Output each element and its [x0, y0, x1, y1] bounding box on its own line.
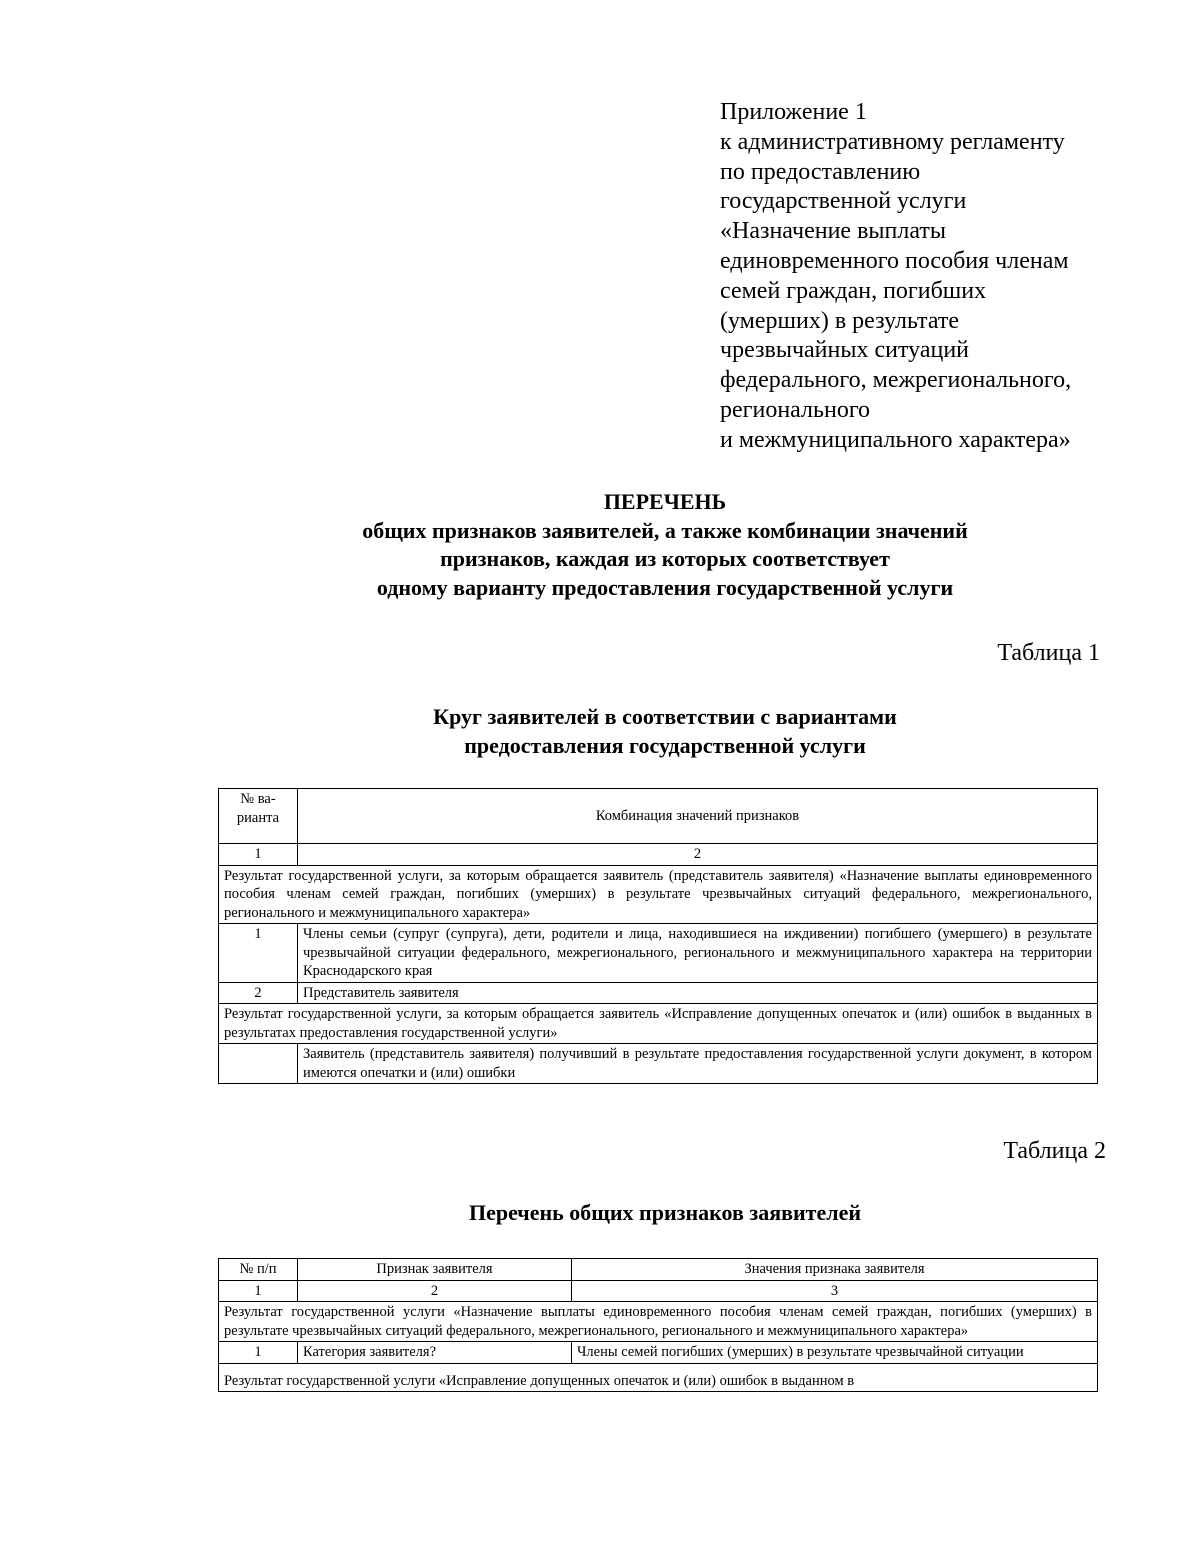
appendix-line: Приложение 1	[720, 99, 867, 125]
title-line: одному варианту предоставления государственной услуги	[376, 574, 954, 600]
number-cell: 1	[219, 844, 298, 866]
table1-title	[180, 702, 1150, 760]
header-cell-combination: Комбинация значений признаков	[298, 789, 1098, 844]
row-text-cell: Заявитель (представитель заявителя) получивший в результате предоставления государственной услуги документ, в котором имеются опечатки и (или) ошибки	[298, 1044, 1098, 1084]
appendix-line: чрезвычайных ситуаций	[720, 337, 970, 364]
table-row	[219, 924, 1098, 983]
appendix-line: (умерших) в результате	[720, 307, 959, 334]
table-header-row	[219, 789, 1098, 844]
title-line: признаков, каждая из которых соответствует	[440, 546, 890, 571]
appendix-line: семей граждан, погибших	[720, 277, 987, 304]
row-number-cell: 2	[219, 982, 298, 1004]
table-number-row	[219, 844, 1098, 866]
header-cell-number: № п/п	[219, 1259, 298, 1281]
table-section-row	[219, 1302, 1098, 1342]
number-cell: 2	[298, 844, 1098, 866]
header-cell-sign: Признак заявителя	[298, 1259, 572, 1281]
section-cell: Результат государственной услуги «Исправление допущенных опечаток и (или) ошибок в выданном в	[219, 1363, 1098, 1392]
title-line: общих признаков заявителей, а также комбинации значений	[362, 517, 968, 543]
document-title	[150, 488, 1180, 602]
table-section-row	[219, 1004, 1098, 1044]
number-cell: 3	[572, 1280, 1098, 1302]
table1-title-line: предоставления государственной услуги	[464, 733, 866, 758]
row-value-cell: Члены семей погибших (умерших) в результате чрезвычайной ситуации	[572, 1342, 1098, 1364]
row-text-cell: Члены семьи (супруг (супруга), дети, родители и лица, находившиеся на иждивении) погибшего (умершего) в результате чрезвычайной ситуации федерального, межрегионального, регионального и межмуниципального характера на территории Краснодарского края	[298, 924, 1098, 983]
table2-title: Перечень общих признаков заявителей	[468, 1200, 862, 1225]
appendix-line: федерального, межрегионального,	[720, 367, 1072, 394]
row-number-cell: 1	[219, 924, 298, 983]
number-cell: 2	[298, 1280, 572, 1302]
number-cell: 1	[219, 1280, 298, 1302]
row-number-cell: 1	[219, 1342, 298, 1364]
row-text-cell: Представитель заявителя	[298, 982, 1098, 1004]
table1-title-line: Круг заявителей в соответствии с вариантами	[433, 704, 897, 729]
section-cell: Результат государственной услуги «Назначение выплаты единовременного пособия членам семей граждан, погибших (умерших) в результате чрезвычайных ситуаций федерального, межрегионального, регионального и межмуниципального характера»	[219, 1302, 1098, 1342]
appendix-line: по предоставлению	[720, 158, 921, 185]
table-section-row	[219, 1363, 1098, 1392]
appendix-block	[720, 98, 1140, 456]
table-row	[219, 982, 1098, 1004]
section-cell: Результат государственной услуги, за которым обращается заявитель «Исправление допущенных опечаток и (или) ошибок в выданных в результатах предоставления государственной услуги»	[219, 1004, 1098, 1044]
section-cell: Результат государственной услуги, за которым обращается заявитель (представитель заявителя) «Назначение выплаты единовременного пособия членам семей граждан, погибших (умерших) в результате чрезвычайных ситуаций федерального, межрегионального, регионального и межмуниципального характера»	[219, 865, 1098, 924]
table-row	[219, 1044, 1098, 1084]
appendix-line: единовременного пособия членам	[720, 247, 1069, 274]
appendix-line: и межмуниципального характера»	[720, 426, 1071, 453]
row-sign-cell: Категория заявителя?	[298, 1342, 572, 1364]
table1-label: Таблица 1	[997, 640, 1100, 666]
appendix-line: к административному регламенту	[720, 128, 1065, 155]
table-row	[219, 1342, 1098, 1364]
table-header-row	[219, 1259, 1098, 1281]
header-cell-variant: № ва-рианта	[219, 789, 298, 844]
header-cell-value: Значения признака заявителя	[572, 1259, 1098, 1281]
table-number-row	[219, 1280, 1098, 1302]
appendix-line: регионального	[720, 396, 871, 423]
table-section-row	[219, 865, 1098, 924]
table2-container	[210, 1258, 1110, 1454]
table2-label: Таблица 2	[1003, 1138, 1106, 1164]
title-heading: ПЕРЕЧЕНЬ	[603, 489, 727, 514]
appendix-line: «Назначение выплаты	[720, 218, 946, 245]
table2	[218, 1258, 1098, 1392]
row-number-cell	[219, 1044, 298, 1084]
table1	[218, 788, 1098, 1084]
appendix-line: государственной услуги	[720, 188, 967, 215]
